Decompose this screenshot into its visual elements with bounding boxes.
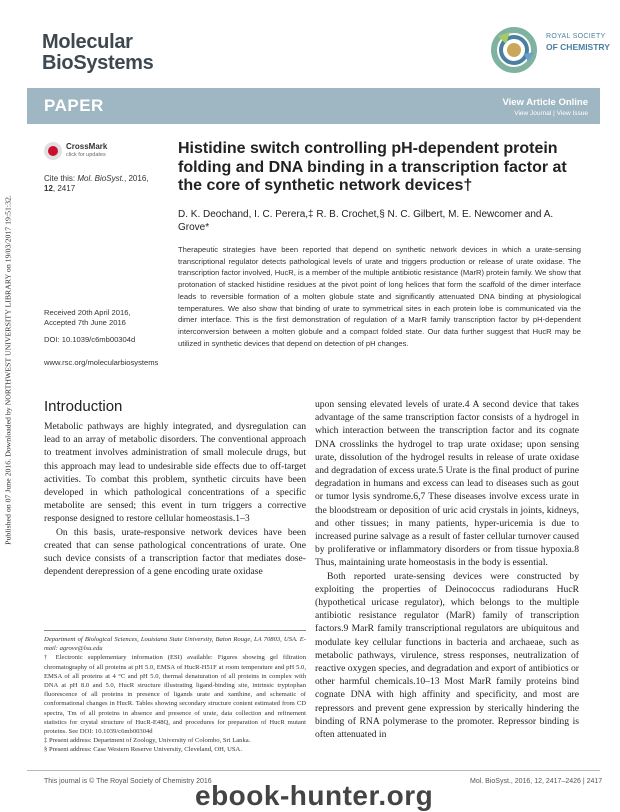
article-type-label: PAPER	[44, 96, 104, 115]
footnote-divider	[44, 630, 306, 631]
watermark: ebook-hunter.org	[195, 780, 434, 811]
crossmark-button[interactable]: CrossMark click for updates	[44, 140, 142, 162]
publisher-name: ROYAL SOCIETY OF CHEMISTRY	[546, 33, 610, 52]
download-notice: Published on 07 June 2016. Downloaded by NORTHWEST UNIVERSITY LIBRARY on 19/03/2017 19:51:32.	[3, 195, 13, 545]
body-right-column	[315, 398, 579, 741]
citation: Cite this: Mol. BioSyst., 2016, 12, 2417	[44, 174, 149, 193]
received-dates: Received 20th April 2016, Accepted 7th June 2016	[44, 308, 131, 327]
view-issue-link[interactable]: View Issue	[556, 110, 588, 117]
paragraph: Metabolic pathways are highly integrated, and dysregulation can lead to an array of metabolic disorders. The conventional approach to treatment involves administration of small molecule drugs, but this approach may lead to undesirable side effects due to off-target activities. To combat this problem, synthetic circuits have been developed in which pathological concentrations of a specific metabolite are sensed; this event in turn triggers a corrective response designed to restore cellular homeostasis.1–3	[44, 421, 306, 525]
paragraph: On this basis, urate-responsive network devices have been created that can sense pathological concentrations of urate. One such device consists of a transcription factor that mediates dose-dependent derepression of a gene encoding urate oxidase	[44, 526, 306, 578]
footer-divider	[27, 770, 600, 771]
journal-title[interactable]: Molecular BioSystems	[42, 31, 154, 74]
rsc-logo-icon	[488, 24, 546, 76]
view-article-online-link[interactable]: View Article Online	[502, 97, 588, 108]
abstract: Therapeutic strategies have been reported that depend on synthetic network devices in which a urate-sensing transcriptional regulator detects pathological levels of urate and triggers production or release of urate oxidase. The transcription factor involved, HucR, is a member of the multiple antibiotic resistance (MarR) protein family. We show that protonation of stacked histidine residues at the pivot point of long helices that form the scaffold of the dimer interface leads to reversible formation of a molten globule state and significantly attenuated DNA binding at physiological temperatures. We also show that binding of urate to symmetrical sites in each protein lobe is communicated via the dimer interface. This is the first demonstration of regulation of a MarR family transcription factor by pH-dependent interconversion between a molten globule and a compact folded state. Our data further suggest that HucR may be utilized in synthetic devices that depend on detection of pH changes.	[178, 245, 581, 348]
article-title: Histidine switch controlling pH-dependent protein folding and DNA binding in a transcription factor at the core of synthetic network devices†	[178, 140, 567, 194]
author-list: D. K. Deochand, I. C. Perera,‡ R. B. Crochet,§ N. C. Gilbert, M. E. Newcomer and A. Grove*	[178, 209, 554, 233]
body-left-column	[44, 420, 306, 578]
section-heading-introduction: Introduction	[44, 398, 123, 415]
copyright-footer: This journal is © The Royal Society of Chemistry 2016	[44, 778, 212, 785]
view-links	[460, 110, 588, 117]
footnotes: Department of Biological Sciences, Louisiana State University, Baton Rouge, LA 70803, USA. E-mail: agrove@lsu.edu † Electronic supplementary information (ESI) available: Figures showing gel filtration chromatography of all proteins at pH 5.0, EMSA of HucR-H51F at room temperature and pH 5.0, EMSA of all proteins at 4 °C and pH 5.0, thermal denaturation of all proteins in complex with DNA at pH 8.0 and 5.0, HucR structure illustrating ligand-binding site, intrinsic tryptophan fluorescence of all proteins in presence of ligands urate and xanthine, and schematic of conformational changes in HucR. Tables showing secondary structure content estimated from CD spectra, Tm of all proteins in absence and presence of urate, data collection and refinement statistics for crystal structure of HucR-E48Q, and procedures for preparation of HucR mutant proteins. See DOI: 10.1039/c6mb00304d ‡ Present address: Department of Zoology, University of Colombo, Sri Lanka. § Present address: Case Western Reserve University, Cleveland, OH, USA.	[44, 636, 306, 754]
crossmark-icon	[44, 142, 62, 160]
link-separator: |	[551, 110, 557, 117]
view-journal-link[interactable]: View Journal	[514, 110, 552, 117]
journal-url-link[interactable]: www.rsc.org/molecularbiosystems	[44, 358, 159, 367]
paragraph: upon sensing elevated levels of urate.4 A second device that takes advantage of the same transcription factor consists of a hydrogel in which interaction between the transcription factor and its cognate DNA crosslinks the hydrogel to trap urate oxidase; upon sensing urate, dissolution of the hydrogel results in release of urate oxidase and degradation of excess urate.5 Urate is the final product of purine degradation in humans and excess can lead to diseases such as gout or tumor lysis syndrome.6,7 These diseases involve excess urate in the bloodstream or deposition of uric acid crystals in joints, kidneys, and other tissues; in many patients, hyper-uricemia is due to increased purine salvage as a result of faster cellular turnover caused by proliferative or inflammatory disorders or from tissue hypoxia.8 Thus, maintaining urate homeostasis in the body is essential.	[315, 399, 579, 569]
page-footer: Mol. BioSyst., 2016, 12, 2417–2426 | 2417	[470, 778, 603, 785]
paragraph: Both reported urate-sensing devices were constructed by exploiting the properties of Deinococcus radiodurans HucR (hypothetical uricase regulator), which belongs to the multiple antibiotic resistance regulator (MarR) family of transcription factors.9 MarR family transcriptional regulators are ubiquitous and modulate key cellular functions in bacteria and archaeae, such as metabolic pathways, virulence, stress responses, neutralization of reactive oxygen species, and degradation and export of antibiotics or other harmful chemicals.10–13 Most MarR family proteins bind cognate DNA with high affinity and specificity, and most are repressors and prevent gene expression by sterically hindering the binding of RNA polymerase to the promoter. Repressor binding is often attenuated in	[315, 570, 579, 741]
doi-link[interactable]: DOI: 10.1039/c6mb00304d	[44, 335, 136, 344]
